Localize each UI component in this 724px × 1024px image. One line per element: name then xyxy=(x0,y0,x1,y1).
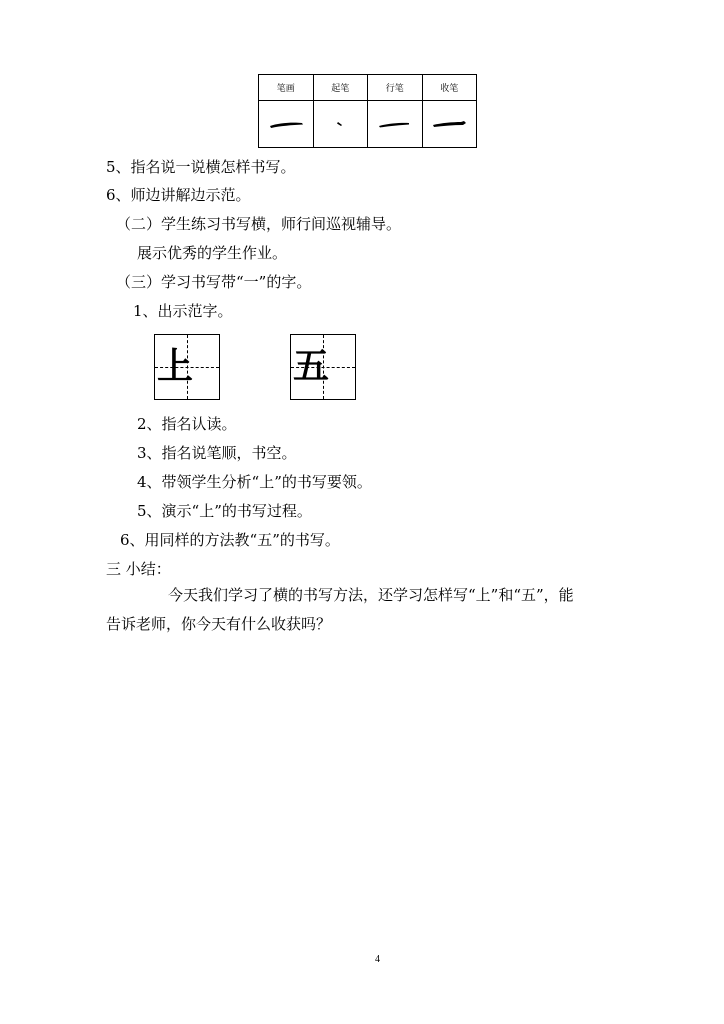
stroke-end-icon xyxy=(429,117,469,131)
stroke-table xyxy=(258,74,477,148)
stroke-table-header-row xyxy=(259,75,477,101)
stroke-table-header-cell: 笔画 xyxy=(259,75,314,101)
section-3-step-6: 6、用同样的方法教“五”的书写。 xyxy=(120,531,340,549)
horizontal-stroke-full-icon xyxy=(266,117,306,131)
section-3-step-5: 5、演示“上”的书写过程。 xyxy=(137,502,312,520)
stroke-start-cell xyxy=(313,101,368,148)
stroke-table-image-row xyxy=(259,101,477,148)
section-3-heading: （三）学习书写带“一”的字。 xyxy=(116,273,312,291)
section-3-step-3: 3、指名说笔顺，书空。 xyxy=(137,444,297,462)
step-5-text: 5、指名说一说横怎样书写。 xyxy=(106,158,296,176)
step-6-text: 6、师边讲解边示范。 xyxy=(106,186,251,204)
stroke-table-header-cell: 起笔 xyxy=(313,75,368,101)
example-char-grid-wu xyxy=(290,334,356,400)
example-char-grid-shang xyxy=(154,334,220,400)
example-char-wu: 五 xyxy=(293,346,330,387)
summary-heading: 三 小结： xyxy=(106,560,171,578)
page-number: 4 xyxy=(375,954,380,965)
stroke-full-cell xyxy=(259,101,314,148)
section-2-heading: （二）学生练习书写横，师行间巡视辅导。 xyxy=(116,215,402,233)
stroke-table-header-cell: 行笔 xyxy=(368,75,423,101)
stroke-move-icon xyxy=(375,117,415,131)
section-2-note: 展示优秀的学生作业。 xyxy=(137,244,288,262)
section-3-step-1: 1、出示范字。 xyxy=(133,302,233,320)
stroke-table-header-cell: 收笔 xyxy=(422,75,477,101)
summary-paragraph-line-2: 告诉老师，你今天有什么收获吗？ xyxy=(106,615,332,633)
stroke-end-cell xyxy=(422,101,477,148)
stroke-start-dot-icon xyxy=(330,117,350,131)
section-3-step-2: 2、指名认读。 xyxy=(137,415,237,433)
section-3-step-4: 4、带领学生分析“上”的书写要领。 xyxy=(137,473,372,491)
stroke-move-cell xyxy=(368,101,423,148)
example-char-shang: 上 xyxy=(157,346,194,387)
summary-paragraph-line-1: 今天我们学习了横的书写方法，还学习怎样写“上”和“五”，能 xyxy=(168,586,574,604)
